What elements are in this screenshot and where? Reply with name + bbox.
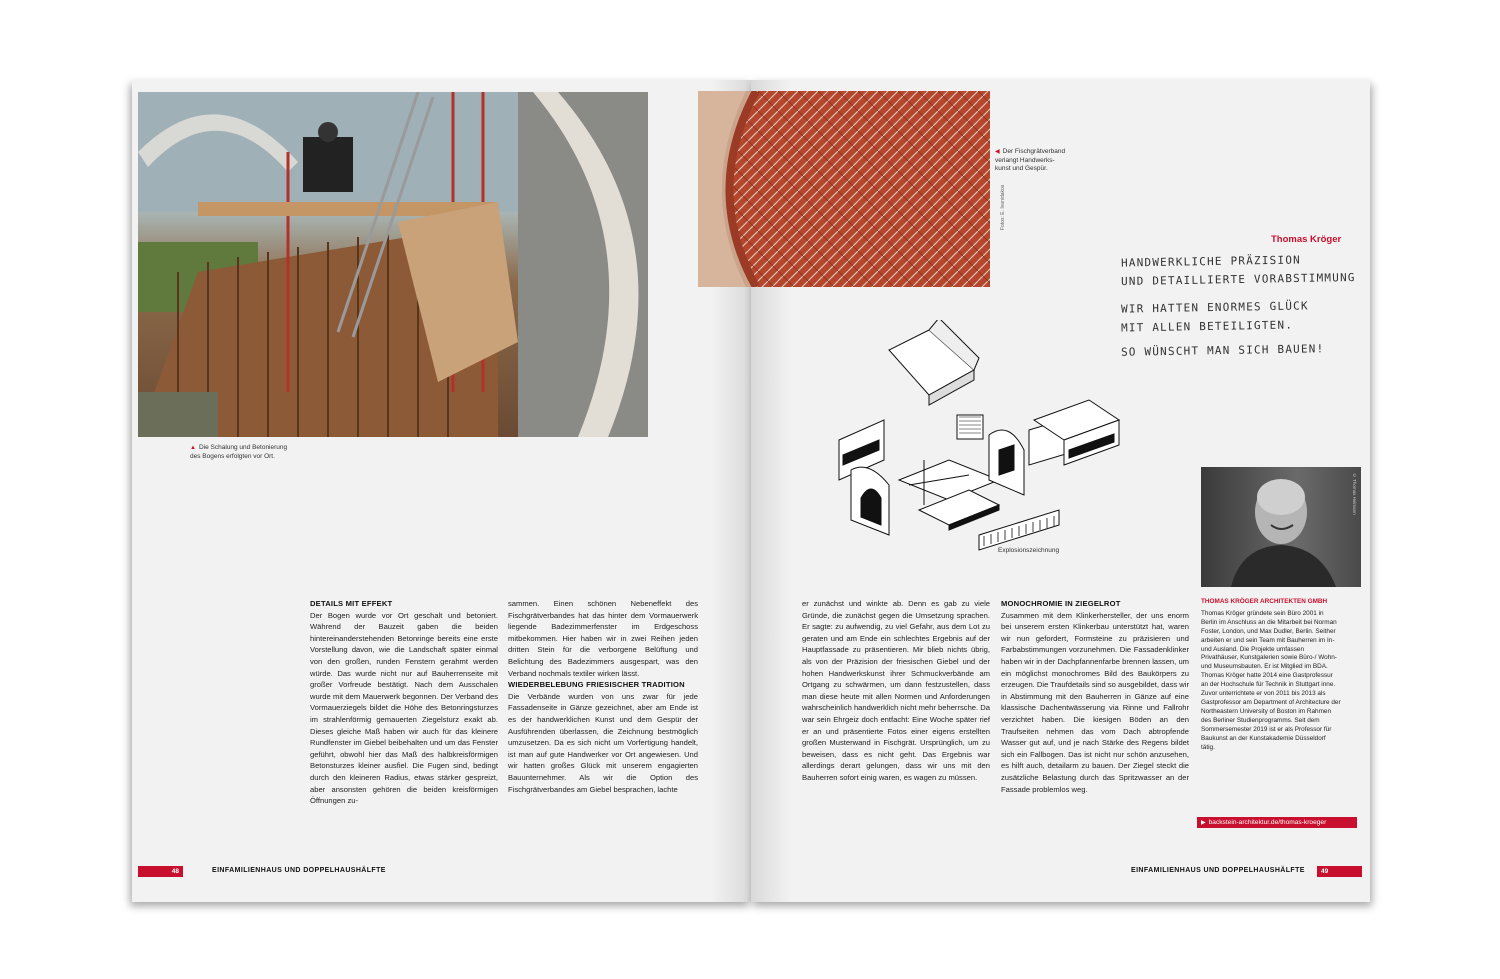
exploded-diagram-art (829, 320, 1129, 560)
quote-line: UND DETAILLIERTE VORABSTIMMUNG (1120, 270, 1356, 289)
page-number: 49 (1321, 868, 1329, 875)
construction-photo-caption: ▲ Die Schalung und Betonierung des Bogens erfolgten vor Ort. (190, 444, 288, 460)
page-number-bar (1317, 866, 1362, 877)
right-column-2 (1001, 598, 1189, 795)
section-heading: DETAILS MIT EFFEKT (310, 599, 393, 608)
quote-line: WIR HATTEN ENORMES GLÜCK (1120, 299, 1309, 316)
quote-line: HANDWERKLICHE PRÄZISION (1120, 253, 1302, 270)
running-footer: EINFAMILIENHAUS UND DOPPELHAUSHÄLFTE (212, 867, 386, 874)
right-page (751, 80, 1370, 902)
exploded-diagram (829, 320, 1129, 560)
link-arrow-icon: ▶ (1201, 820, 1206, 826)
section-heading: MONOCHROMIE IN ZIEGELROT (1001, 599, 1121, 608)
left-page (132, 80, 751, 902)
left-column-2 (508, 598, 698, 795)
page-number-bar (138, 866, 183, 877)
quote-line: SO WÜNSCHT MAN SICH BAUEN! (1120, 342, 1325, 359)
brick-photo (698, 91, 990, 287)
bio-heading: THOMAS KRÖGER ARCHITEKTEN GMBH (1201, 598, 1328, 605)
caption-marker-icon: ▲ (190, 445, 196, 451)
right-column-1 (802, 598, 990, 784)
author-name: Thomas Kröger (1271, 234, 1342, 245)
construction-photo (138, 92, 648, 437)
construction-photo-art (138, 92, 648, 437)
body-text: er zunächst und winkte ab. Denn es gab zu viele Gründe, die zunächst gegen die Umsetzung sprachen. Er sagte: zu aufwendig, zu viel Gefahr, aus dem Lot zu geraten und am Ende ein schlechtes Ergebnis auf der Hauptfassade zu präsentieren. Mir blieb nichts übrig, als von der Präzision der friesischen Giebel und der hohen Handwerkskunst ihrer Schmuckverbände am Ortgang zu schwärmen, um dann festzustellen, dass man diese heute mit allen Normen und Anforderungen wahrscheinlich handwerklich nicht mehr beherrsche. Da war sein Ehrgeiz doch entfacht: Eine Woche später rief er an und präsentierte Fotos einer eigens erstellten großen Musterwand in Fischgrät. Ursprünglich, um zu beweisen, dass es nicht geht. Das Ergebnis war allerdings derart gelungen, dass wir uns mit den Bauherren sofort einig waren, es wagen zu müssen. (802, 599, 990, 782)
photo-credit: Fotos: E. Ivanidakos (1000, 184, 1006, 230)
website-link[interactable]: ▶ backstein-architektur.de/thomas-kroeger (1197, 817, 1357, 828)
quote-line: MIT ALLEN BETEILIGTEN. (1120, 318, 1294, 335)
portrait-credit: © Thomas Heimann (1352, 473, 1357, 515)
author-bio (1201, 598, 1341, 752)
body-text: Die Verbände wurden von uns zwar für jede Fassadenseite in Gänze gezeichnet, aber am Ende ist es der handwerklichen Kunst und dem Gespür der Ausführenden überlassen, die Zeichnung bestmöglich umzusetzen. Da es sich nicht um Vorfertigung handelt, ist man auf gute Handwerker vor Ort angewiesen. Und wir hatten großes Glück mit unserem engagierten Bauunternehmer. Als wir die Option des Fischgrätverbandes am Giebel besprachen, lachte (508, 691, 698, 794)
brick-photo-caption: ◀ Der Fischgrätverband verlangt Handwerks- kunst und Gespür. (995, 148, 1066, 172)
author-portrait (1201, 467, 1361, 587)
magazine-spread (132, 80, 1370, 902)
left-column-1 (310, 598, 498, 807)
caption-marker-icon: ◀ (995, 149, 1000, 155)
body-text: Der Bogen wurde vor Ort geschalt und betoniert. Während der Bauzeit gaben die beiden hintereinanderstehenden Betonringe bereits eine erste Vorstellung davon, wie die Landschaft später einmal von den großen, runden Fenstern gerahmt werden würde. Das wurde nicht nur auf Bauherrenseite mit großer Vorfreude bestätigt. Nach dem Ausschalen wurde mit dem Mauerwerk begonnen. Der Verband des Vormauerziegels bildet die Höhe des Betonringsturzes im strahlenförmig gemauerten Ziegelsturz exakt ab. Dieses gleiche Maß haben wir auch für das kleinere Rundfenster im Giebel beibehalten und um das Fenster geführt, obwohl hier das Maß des halbkreisförmigen Betonsturzes kleiner ausfiel. Die Fugen sind, bedingt durch den kleineren Radius, etwas stärker gespreizt, aber ansonsten gehören die beiden kreisförmigen Öffnungen zu- (310, 610, 498, 806)
body-text: sammen. Einen schönen Nebeneffekt des Fischgrätverbandes hat das hinter dem Vormauerwerk liegende Badezimmerfenster im Erdgeschoss mitbekommen. Hier haben wir in zwei Reihen jeden dritten Stein für die verborgene Belüftung und Belichtung des Badezimmers ausgespart, was den Verband nochmals textiler wirken lässt. (508, 599, 698, 678)
page-number: 48 (171, 868, 179, 875)
diagram-caption: Explosionszeichnung (998, 547, 1060, 554)
portrait-art (1201, 467, 1361, 587)
running-footer: EINFAMILIENHAUS UND DOPPELHAUSHÄLFTE (1131, 867, 1305, 874)
section-heading: WIEDERBELEBUNG FRIESISCHER TRADITION (508, 680, 685, 690)
herringbone-brick-art (698, 91, 990, 287)
body-text: Zusammen mit dem Klinkerhersteller, der uns enorm bei unserem ersten Klinkerbau unterstützt hat, waren wir nun gefordert, Formsteine zu präzisieren und Farbabstimmungen vorzunehmen. Die Fassadenklinker haben wir in der Dachpfannenfarbe brennen lassen, um ein möglichst monochromes Bild des Baukörpers zu erzeugen. Die Traufdetails sind so ausgebildet, dass wir in Abstimmung mit den Bauherren in Gänze auf eine klassische Dachentwässerung via Rinne und Fallrohr verzichtet haben. Die kiesigen Böden an den Traufseiten nehmen das vom Dach abtropfende Wasser gut auf, und je nach Stärke des Regens bildet sich ein Fallbogen. Das ist nicht nur schön anzusehen, es hilft auch, detailarm zu bauen. Der Ziegel steckt die zusätzliche Belastung durch das Spritzwasser an der Fassade problemlos weg. (1001, 610, 1189, 794)
bio-text: Thomas Kröger gründete sein Büro 2001 in Berlin im Anschluss an die Mitarbeit bei Norman Foster, London, und Max Dudler, Berlin. Seither arbeiten er und sein Team mit Bauherren im In- und Ausland. Die Projekte umfassen Privathäuser, Kunstgalerien sowie Büro-/ Wohn- und Museumsbauten. Er ist Mitglied im BDA. Thomas Kröger hatte 2014 eine Gastprofessur an der Hochschule für Technik in Stuttgart inne. Zuvor unterrichtete er von 2011 bis 2013 als Gastprofessor am Department of Architecture der Northeastern University of Boston im Rahmen des Berliner Studienprogramms. Seit dem Sommersemester 2019 ist er als Professor für Baukunst an der Kunstakademie Düsseldorf tätig. (1201, 609, 1341, 751)
